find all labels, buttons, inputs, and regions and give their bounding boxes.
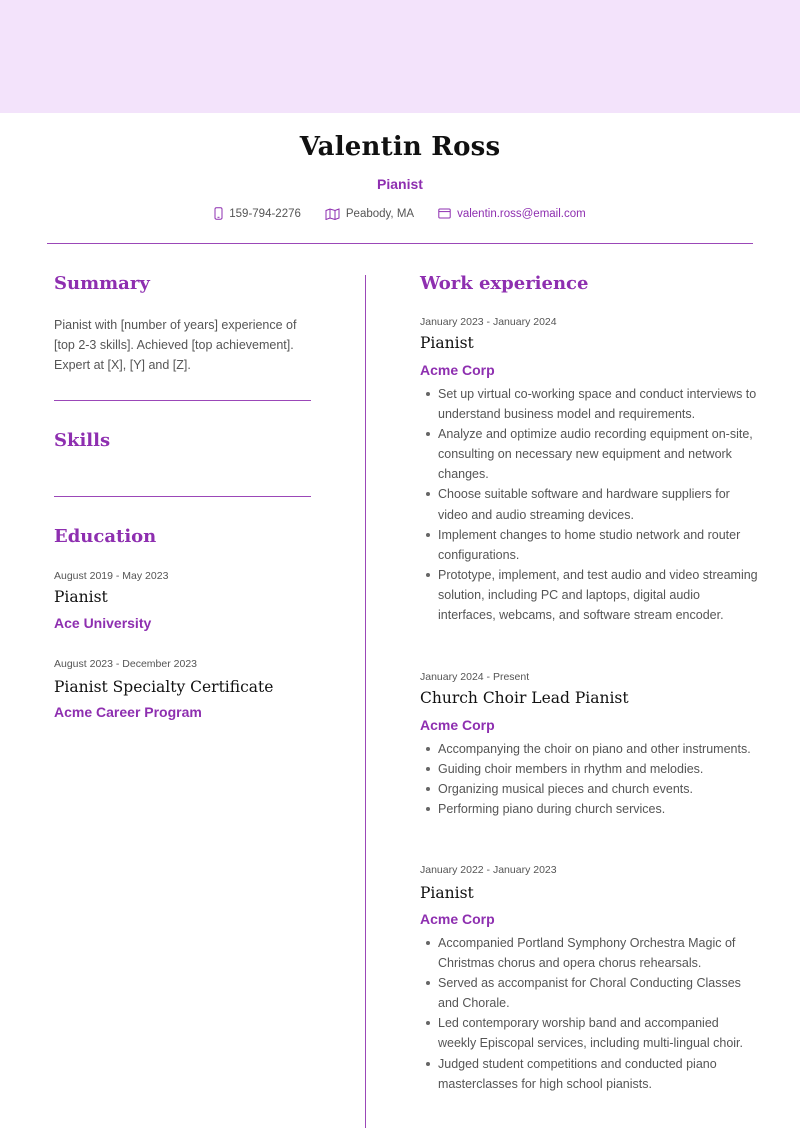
list-item: Guiding choir members in rhythm and melodies.	[438, 759, 760, 779]
email-icon	[438, 208, 451, 219]
list-item: Choose suitable software and hardware suppliers for video and audio streaming devices.	[438, 484, 760, 524]
job-company: Acme Corp	[420, 717, 495, 733]
job-company: Acme Corp	[420, 362, 495, 378]
contact-email[interactable]	[438, 207, 586, 220]
email-link[interactable]: valentin.ross@email.com	[457, 207, 586, 220]
skills-heading: Skills	[54, 430, 111, 451]
summary-heading: Summary	[54, 273, 150, 294]
job-company: Acme Corp	[420, 911, 495, 927]
education-dates: August 2019 - May 2023	[54, 570, 169, 582]
header-divider	[47, 243, 753, 244]
list-item: Prototype, implement, and test audio and video streaming solution, including PC and laptops, digital audio interfaces, webcams, and software stream encoder.	[438, 565, 760, 625]
job-dates: January 2022 - January 2023	[420, 864, 557, 876]
location-text: Peabody, MA	[345, 207, 415, 220]
list-item: Performing piano during church services.	[438, 799, 760, 819]
list-item: Implement changes to home studio network and router configurations.	[438, 525, 760, 565]
candidate-name: Valentin Ross	[299, 132, 501, 162]
job-bullets	[420, 933, 760, 1094]
phone-icon	[214, 207, 223, 220]
phone-text: 159-794-2276	[229, 207, 301, 220]
list-item: Accompanied Portland Symphony Orchestra Magic of Christmas chorus and opera chorus rehearsals.	[438, 933, 760, 973]
list-item: Accompanying the choir on piano and other instruments.	[438, 739, 760, 759]
job-title: Pianist	[420, 334, 474, 352]
candidate-role: Pianist	[377, 176, 423, 192]
skills-divider	[54, 496, 311, 497]
job-dates: January 2024 - Present	[420, 671, 530, 683]
list-item: Led contemporary worship band and accompanied weekly Episcopal services, including multi-lingual choir.	[438, 1013, 760, 1053]
location-icon	[325, 208, 340, 220]
contact-phone	[214, 207, 301, 220]
job-bullets	[420, 739, 760, 819]
education-school: Ace University	[54, 615, 152, 631]
education-school: Acme Career Program	[54, 704, 202, 720]
contact-info	[0, 207, 800, 220]
work-heading: Work experience	[420, 273, 589, 294]
education-heading: Education	[54, 526, 157, 547]
list-item: Set up virtual co-working space and conduct interviews to understand business model and requirements.	[438, 384, 760, 424]
column-divider	[365, 275, 366, 1128]
list-item: Organizing musical pieces and church events.	[438, 779, 760, 799]
job-title: Pianist	[420, 884, 474, 902]
summary-divider	[54, 400, 311, 401]
list-item: Analyze and optimize audio recording equipment on-site, consulting on necessary new equipment and network changes.	[438, 424, 760, 484]
education-dates: August 2023 - December 2023	[54, 658, 198, 670]
job-title: Church Choir Lead Pianist	[420, 689, 629, 707]
education-degree: Pianist	[54, 588, 108, 606]
contact-location	[325, 207, 414, 220]
job-bullets	[420, 384, 760, 625]
header-band	[0, 0, 800, 113]
summary-text: Pianist with [number of years] experience of [top 2-3 skills]. Achieved [top achievement]. Expert at [X], [Y] and [Z].	[54, 318, 297, 372]
job-dates: January 2023 - January 2024	[420, 316, 557, 328]
education-degree: Pianist Specialty Certificate	[54, 678, 274, 696]
list-item: Judged student competitions and conducted piano masterclasses for high school pianists.	[438, 1054, 760, 1094]
list-item: Served as accompanist for Choral Conducting Classes and Chorale.	[438, 973, 760, 1013]
